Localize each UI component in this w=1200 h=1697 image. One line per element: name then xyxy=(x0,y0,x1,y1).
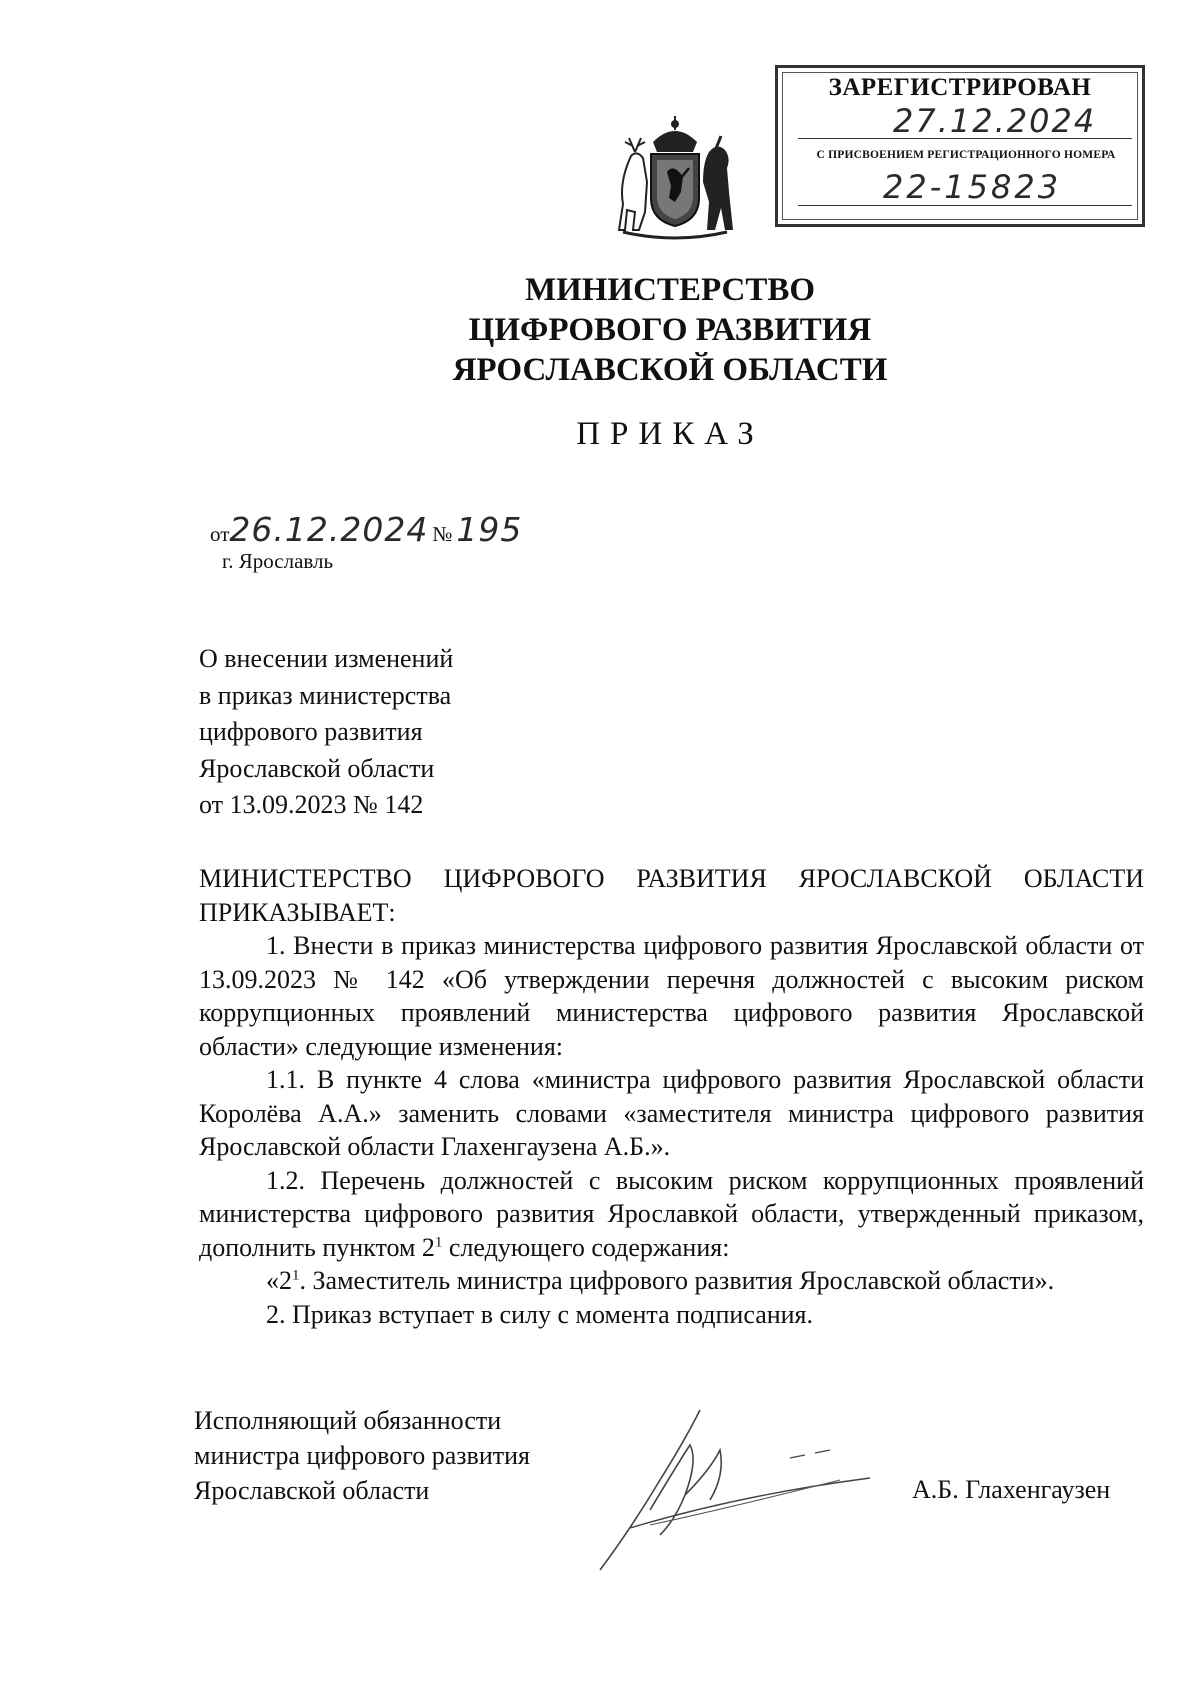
subject-line: О внесении изменений xyxy=(199,644,454,673)
stamp-divider xyxy=(798,138,1132,139)
quoted-item xyxy=(199,1264,1144,1298)
subject-line: от 13.09.2023 № 142 xyxy=(199,790,424,819)
subject-line: цифрового развития xyxy=(199,717,423,746)
quoted-item-text: . Заместитель министра цифрового развития Ярославской области». xyxy=(299,1266,1055,1295)
order-number: 195 xyxy=(456,510,523,549)
signatory-position xyxy=(194,1403,530,1508)
signatory-name: А.Б. Глахенгаузен xyxy=(912,1475,1111,1504)
city: г. Ярославль xyxy=(222,549,334,573)
position-line: Исполняющий обязанности xyxy=(194,1406,502,1435)
paragraph-1-2-text-end: следующего содержания: xyxy=(442,1232,730,1262)
stamp-subtitle: С ПРИСВОЕНИЕМ РЕГИСТРАЦИОННОГО НОМЕРА xyxy=(816,149,1116,161)
order-subject xyxy=(199,641,453,824)
ministry-title-line2: ЦИФРОВОГО РАЗВИТИЯ xyxy=(468,312,872,348)
quoted-item-start: «2 xyxy=(266,1266,292,1295)
order-body xyxy=(199,862,1144,1331)
subject-line: в приказ министерства xyxy=(199,680,452,710)
paragraph-1: 1. Внести в приказ министерства цифрового развития Ярославской области от 13.09.2023 № 142 «Об утверждении перечня должностей с высоким риском коррупционных проявлений министерства цифрового развития Ярославской области» следующие изменения: xyxy=(199,931,1144,1061)
position-line: Ярославской области xyxy=(194,1476,430,1505)
paragraph-1-2-text: 1.2. Перечень должностей с высоким риском коррупционных проявлений министерства цифрового развития Ярославкой области, утвержденный приказом, дополнить пунктом 2 xyxy=(199,1165,1144,1262)
superscript: 1 xyxy=(434,1233,443,1250)
date-from-label: от xyxy=(210,522,230,546)
preamble: МИНИСТЕРСТВО ЦИФРОВОГО РАЗВИТИЯ ЯРОСЛАВСКОЙ ОБЛАСТИ ПРИКАЗЫВАЕТ: xyxy=(199,864,1144,927)
paragraph-1-1: 1.1. В пункте 4 слова «министра цифрового развития Ярославской области Королёва А.А.» заменить словами «заместителя министра цифрового развития Ярославской области Глахенгаузена А.Б.». xyxy=(199,1065,1144,1161)
handwritten-signature xyxy=(590,1400,910,1580)
ministry-title-line3: ЯРОСЛАВСКОЙ ОБЛАСТИ xyxy=(452,352,888,388)
stamp-title: ЗАРЕГИСТРИРОВАН xyxy=(828,74,1092,101)
paragraph-1-2 xyxy=(199,1164,1144,1265)
superscript: 1 xyxy=(292,1267,300,1284)
paragraph-2: 2. Приказ вступает в силу с момента подписания. xyxy=(266,1299,814,1329)
ministry-title-line1: МИНИСТЕРСТВО xyxy=(524,272,816,308)
stamp-registration-date: 27.12.2024 xyxy=(893,102,1097,140)
stamp-divider xyxy=(798,205,1132,206)
subject-line: Ярославской области xyxy=(199,753,435,783)
registration-stamp xyxy=(775,65,1145,227)
document-type: ПРИКАЗ xyxy=(576,416,764,452)
stamp-registration-number: 22-15823 xyxy=(883,168,1062,206)
number-label: № xyxy=(432,522,453,546)
order-date: 26.12.2024 xyxy=(229,510,429,549)
yaroslavl-coat-of-arms-icon xyxy=(605,112,745,242)
position-line: министра цифрового развития xyxy=(194,1441,530,1470)
